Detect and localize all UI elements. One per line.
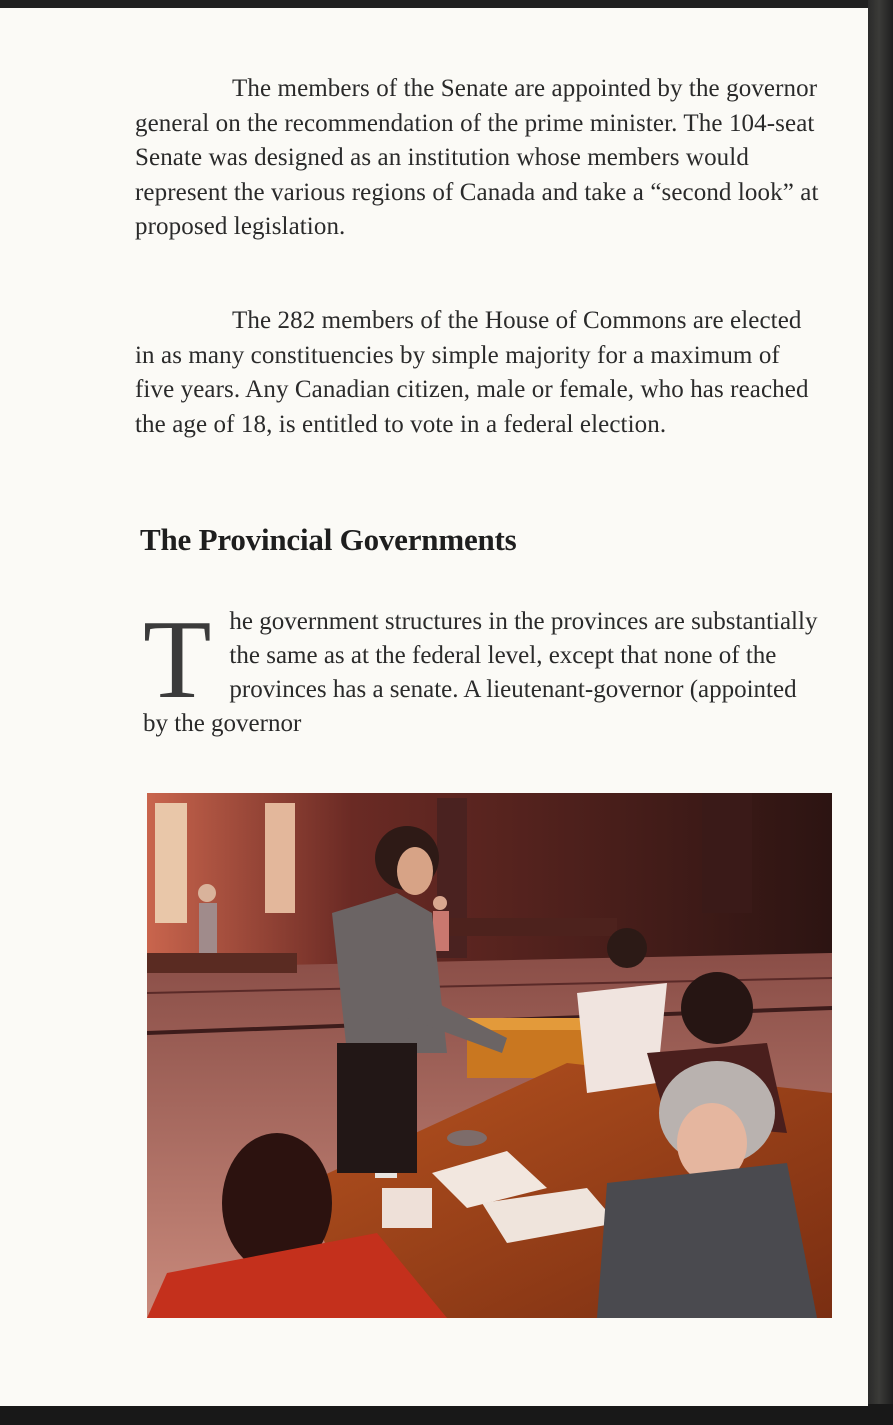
drop-cap-letter: T [143, 598, 212, 722]
section-heading: The Provincial Governments [140, 522, 517, 557]
polling-station-photo [147, 793, 832, 1318]
page-bottom-edge [0, 1404, 893, 1425]
paragraph-house-of-commons: The 282 members of the House of Commons are elected in as many constituencies by simple majority for a maximum of five years. Any Canadian citizen, male or female, who has reached the age of 18, is entitled to vote in a federal election. [135, 307, 809, 438]
section-paragraph-text: he government structures in the provinces are substantially the same as at the federal level, except that none of the provinces has a senate. A lieutenant-governor (appointed by the governor [143, 608, 818, 737]
paragraph-senate: The members of the Senate are appointed by the governor general on the recommendation of the prime minister. The 104-seat Senate was designed as an institution whose members would represent the various regions of Canada and take a “second look” at proposed legislation. [135, 75, 819, 240]
photo-illustration [147, 793, 832, 1318]
section-paragraph [143, 598, 823, 741]
book-spine [868, 0, 893, 1425]
